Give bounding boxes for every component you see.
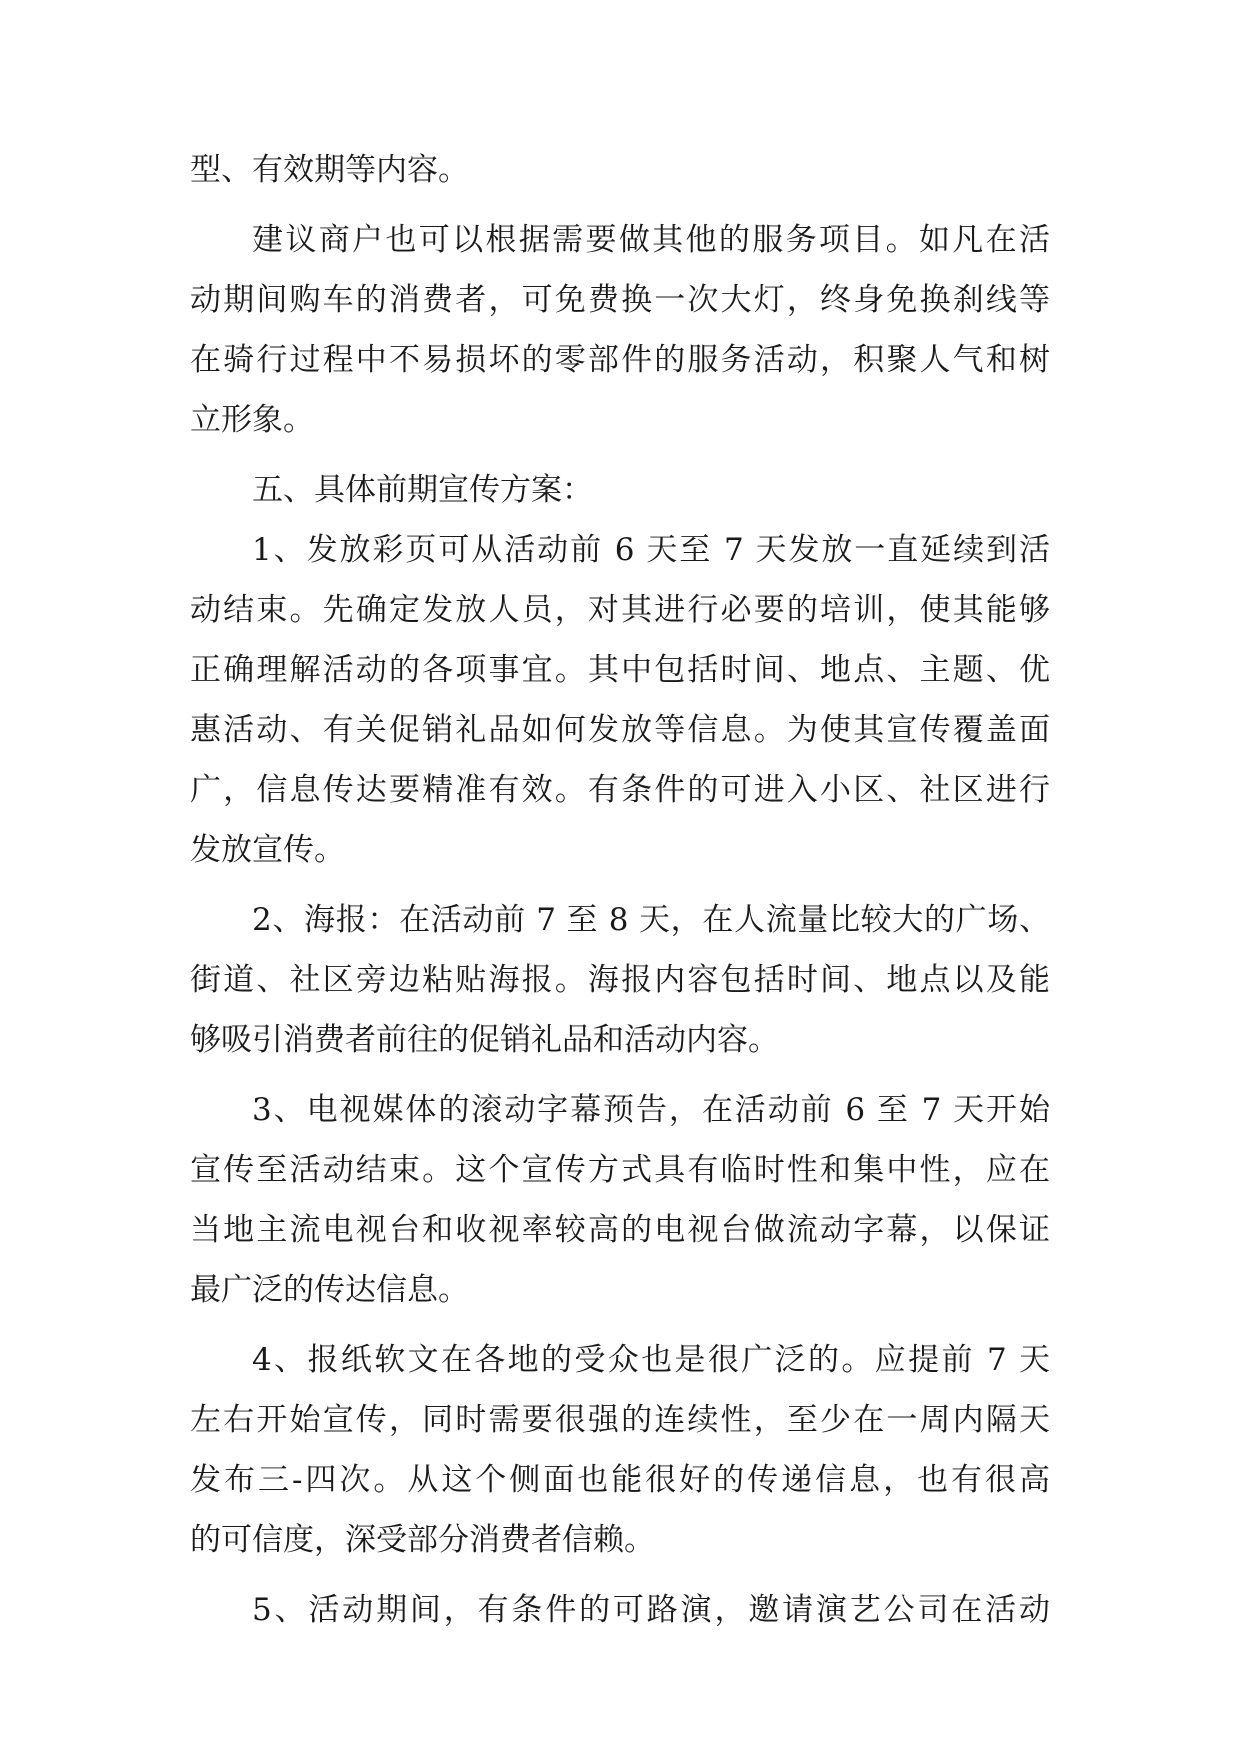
text-line: 左右开始宣传，同时需要很强的连续性，至少在一周内隔天 <box>190 1402 1050 1438</box>
text-line: 建议商户也可以根据需要做其他的服务项目。如凡在活 <box>252 222 1050 258</box>
text-line: 动期间购车的消费者，可免费换一次大灯，终身免换刹线等 <box>190 282 1050 318</box>
text-line: 5、活动期间，有条件的可路演，邀请演艺公司在活动 <box>252 1592 1050 1628</box>
text-line: 街道、社区旁边粘贴海报。海报内容包括时间、地点以及能 <box>190 962 1050 998</box>
text-line: 够吸引消费者前往的促销礼品和活动内容。 <box>190 1022 779 1058</box>
text-line: 立形象。 <box>190 402 314 438</box>
text-line: 五、具体前期宣传方案： <box>252 472 593 508</box>
text-line: 发布三-四次。从这个侧面也能很好的传递信息，也有很高 <box>190 1462 1050 1498</box>
text-line: 2、海报：在活动前 7 至 8 天，在人流量比较大的广场、 <box>252 902 1050 938</box>
text-line: 正确理解活动的各项事宜。其中包括时间、地点、主题、优 <box>190 652 1050 688</box>
text-line: 3、电视媒体的滚动字幕预告，在活动前 6 至 7 天开始 <box>252 1092 1050 1128</box>
text-line: 1、发放彩页可从活动前 6 天至 7 天发放一直延续到活 <box>252 532 1050 568</box>
text-line: 当地主流电视台和收视率较高的电视台做流动字幕，以保证 <box>190 1212 1050 1248</box>
text-line: 最广泛的传达信息。 <box>190 1272 469 1308</box>
text-line: 广，信息传达要精准有效。有条件的可进入小区、社区进行 <box>190 772 1050 808</box>
text-line: 动结束。先确定发放人员，对其进行必要的培训，使其能够 <box>190 592 1050 628</box>
text-line: 型、有效期等内容。 <box>190 152 469 188</box>
text-line: 宣传至活动结束。这个宣传方式具有临时性和集中性，应在 <box>190 1152 1050 1188</box>
text-line: 的可信度，深受部分消费者信赖。 <box>190 1522 655 1558</box>
text-line: 4、报纸软文在各地的受众也是很广泛的。应提前 7 天 <box>252 1342 1050 1378</box>
text-line: 发放宣传。 <box>190 832 345 868</box>
text-line: 惠活动、有关促销礼品如何发放等信息。为使其宣传覆盖面 <box>190 712 1050 748</box>
text-line: 在骑行过程中不易损坏的零部件的服务活动，积聚人气和树 <box>190 342 1050 378</box>
